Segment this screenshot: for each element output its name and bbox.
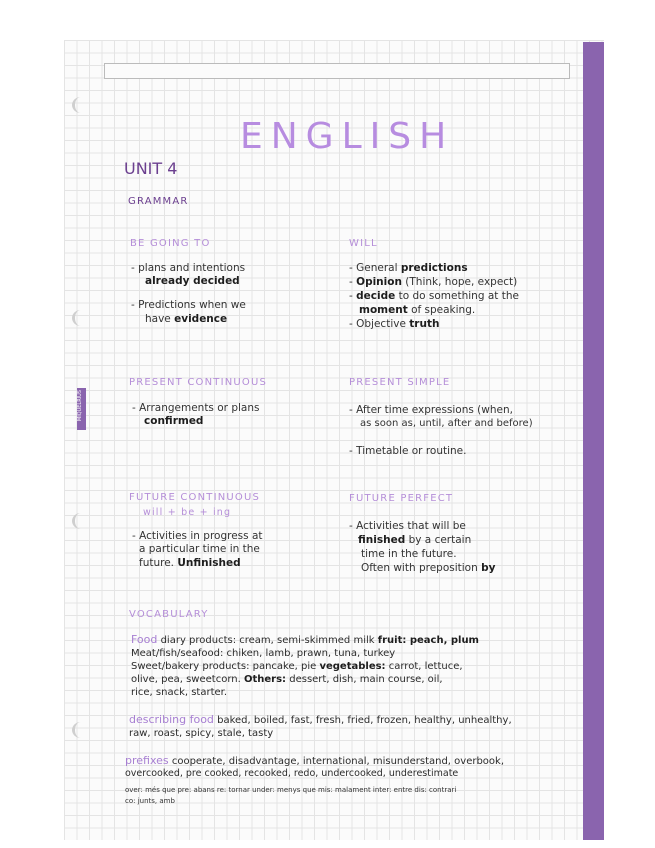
will-line-2-bold: Opinion [356, 276, 402, 288]
future-continuous-heading: FUTURE CONTINUOUS [129, 492, 261, 503]
describing-line-1 [129, 714, 512, 727]
food-line-2: Meat/fish/seafood: chiken, lamb, prawn, tuna, turkey [131, 648, 396, 659]
present-continuous-line-2: confirmed [144, 415, 204, 427]
food-line-3 [131, 661, 463, 673]
will-line-1 [349, 262, 468, 274]
will-line-4-bold: moment [359, 304, 408, 316]
prefixes-line-1 [125, 755, 504, 768]
will-line-4 [359, 304, 475, 316]
will-line-5-bold: truth [409, 318, 440, 330]
future-perfect-line-2-rest: by a certain [408, 534, 472, 546]
food-line-5: rice, snack, starter. [131, 687, 228, 698]
binder-hole-2 [72, 310, 89, 326]
future-perfect-line-4-prefix: Often with preposition [361, 562, 478, 574]
future-perfect-line-4 [361, 562, 495, 574]
be-going-to-heading: BE GOING TO [130, 238, 211, 249]
future-continuous-formula: will + be + ing [143, 507, 232, 518]
food-label: Food [131, 633, 158, 646]
present-continuous-heading: PRESENT CONTINUOUS [129, 377, 268, 388]
food-line-3-b: carrot, lettuce, [388, 661, 463, 672]
prefixes-label: prefixes [125, 754, 169, 767]
present-simple-line-3: - Timetable or routine. [349, 445, 467, 457]
brand-label: MIQUELRIUS [77, 390, 83, 422]
food-line-1-fruit: fruit: peach, plum [377, 635, 479, 646]
food-line-4-b: dessert, dish, main course, oil, [289, 674, 443, 685]
future-perfect-line-4-bold: by [481, 562, 496, 574]
will-line-2-rest: (Think, hope, expect) [405, 276, 518, 288]
food-line-1-text: diary products: cream, semi-skimmed milk [160, 635, 375, 646]
present-continuous-line-1: - Arrangements or plans [132, 402, 260, 414]
will-line-5-prefix: - Objective [349, 318, 406, 330]
binder-hole-4 [72, 722, 89, 738]
prefixes-line-2: overcooked, pre cooked, recooked, redo, undercooked, underestimate [125, 768, 459, 779]
future-perfect-line-3: time in the future. [361, 548, 457, 560]
be-going-to-line-2: already decided [145, 275, 240, 287]
unit-label: UNIT 4 [124, 159, 178, 178]
food-line-3-a: Sweet/bakery products: pancake, pie [131, 661, 317, 672]
present-simple-line-2: as soon as, until, after and before) [360, 418, 533, 429]
food-line-1 [131, 634, 479, 647]
purple-edge-stripe [583, 42, 604, 840]
will-line-4-rest: of speaking. [411, 304, 476, 316]
be-going-to-line-4-prefix: have [145, 313, 171, 325]
describing-line-2: raw, roast, spicy, stale, tasty [129, 728, 274, 739]
prefixes-line-3: over: més que pre: abans re: tornar under: menys que mis: malament inter: entre dis: contrari [125, 786, 457, 794]
future-continuous-line-3-prefix: future. [139, 557, 175, 569]
future-perfect-line-2-bold: finished [358, 534, 406, 546]
future-perfect-line-2 [358, 534, 471, 546]
prefixes-line-4: co: junts, amb [125, 797, 175, 805]
binder-hole-3 [72, 513, 89, 529]
be-going-to-line-3: - Predictions when we [131, 299, 246, 311]
will-heading: WILL [349, 238, 378, 249]
food-line-4-others: Others: [243, 674, 287, 685]
be-going-to-line-4 [145, 313, 227, 325]
describing-label: describing food [129, 713, 214, 726]
grammar-label: GRAMMAR [128, 196, 189, 207]
be-going-to-line-4-bold: evidence [174, 313, 228, 325]
present-simple-line-1: - After time expressions (when, [349, 404, 513, 416]
will-line-3-bold: decide [356, 290, 396, 302]
food-line-4-a: olive, pea, sweetcorn. [131, 674, 241, 685]
present-simple-heading: PRESENT SIMPLE [349, 377, 451, 388]
page-title: ENGLISH [240, 116, 455, 157]
will-line-1-bold: predictions [400, 262, 468, 274]
future-continuous-line-3-bold: Unfinished [177, 557, 241, 569]
will-line-2: - Opinion (Think, hope, expect) [349, 276, 518, 288]
future-perfect-line-1: - Activities that will be [349, 520, 466, 532]
vocabulary-heading: VOCABULARY [129, 609, 209, 620]
describing-line-1-text: baked, boiled, fast, fresh, fried, frozen, healthy, unhealthy, [217, 715, 512, 726]
will-line-3: - decide to do something at the [349, 290, 519, 302]
future-perfect-heading: FUTURE PERFECT [349, 493, 454, 504]
future-continuous-line-1: - Activities in progress at [132, 530, 263, 542]
will-line-1-prefix: - General [349, 262, 398, 274]
prefixes-line-1-text: cooperate, disadvantage, international, misunderstand, overbook, [171, 756, 505, 767]
will-line-3-rest: to do something at the [398, 290, 519, 302]
be-going-to-line-1: - plans and intentions [131, 262, 246, 274]
header-box [104, 63, 570, 79]
future-continuous-line-2: a particular time in the [139, 543, 260, 555]
food-line-3-veg: vegetables: [319, 661, 386, 672]
food-line-4 [131, 674, 443, 686]
future-continuous-line-3 [139, 557, 241, 569]
will-line-5 [349, 318, 439, 330]
binder-hole-1 [72, 97, 89, 113]
